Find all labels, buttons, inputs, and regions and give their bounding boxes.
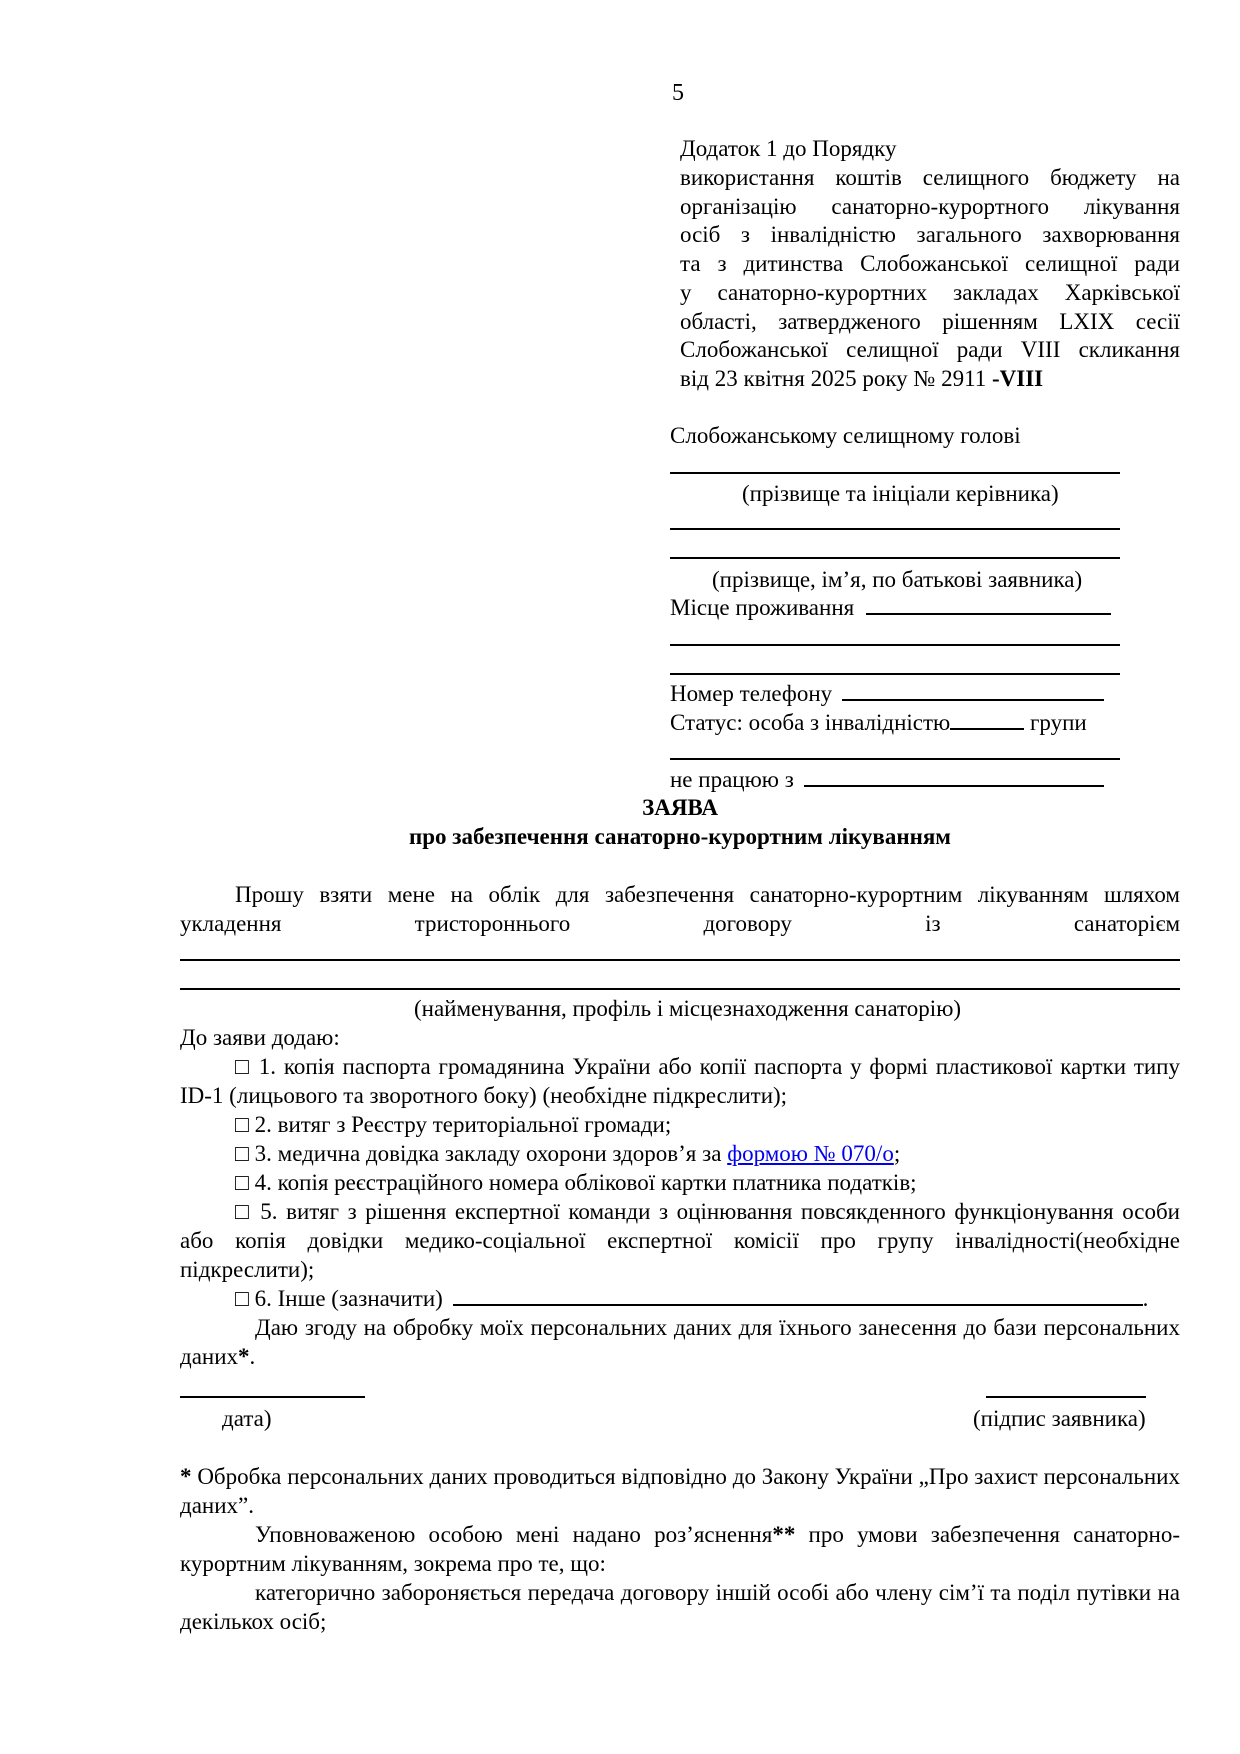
application-subtitle: про забезпечення санаторно-курортним лікуванням — [409, 824, 951, 849]
form-070-link[interactable]: формою № 070/о — [727, 1141, 894, 1166]
explanation-text: Уповноваженою особою мені надано роз’яснення — [255, 1522, 773, 1547]
signature-caption: (підпис заявника) — [973, 1406, 1146, 1431]
status-line-2[interactable] — [670, 758, 1120, 760]
head-caption: (прізвище та ініціали керівника) — [742, 481, 1059, 506]
attachment-item-6-end: . — [1142, 1286, 1149, 1311]
attachment-item-2: □ 2. витяг з Реєстру територіальної громади; — [235, 1112, 672, 1137]
residence-label: Місце проживання — [670, 595, 855, 620]
annex-line-5: у санаторно-курортних закладах Харківської — [680, 279, 1180, 305]
application-title: ЗАЯВА — [642, 795, 718, 820]
applicant-caption: (прізвище, ім’я, по батькові заявника) — [712, 567, 1083, 592]
sanatorium-caption: (найменування, профіль і місцезнаходження санаторію) — [414, 996, 962, 1021]
residence-line-3[interactable] — [670, 673, 1120, 675]
request-line-2: укладення тристороннього договору із санаторієм — [180, 911, 1180, 936]
status-suffix: групи — [1029, 710, 1087, 735]
not-working-row — [670, 766, 1104, 795]
attachment-item-1: □ 1. копія паспорта громадянина України або копії паспорта у формі пластикової картки типу ID-1 (лицьового та зворотного боку) (необхідне підкреслити); — [180, 1054, 1180, 1108]
annex-line-6: області, затвердженого рішенням LXIX сесії — [680, 308, 1180, 334]
prohibition-paragraph: категорично забороняється передача договору іншій особі або члену сім’ї та поділ путівки на декількох осіб; — [180, 1580, 1180, 1634]
annex-decision-convocation: -VIII — [992, 366, 1044, 391]
addressee-to: Слобожанському селищному голові — [670, 423, 1021, 448]
explanation-text-end: про умови забезпечення санаторно-курортним лікуванням, зокрема про те, що: — [180, 1522, 1180, 1576]
attach-intro: До заяви додаю: — [180, 1025, 340, 1050]
attachment-item-6-label: □ 6. Інше (зазначити) — [235, 1286, 443, 1311]
consent-paragraph — [180, 1314, 1180, 1372]
footnote-personal-data-text: Обробка персональних даних проводиться відповідно до Закону України „Про захист персональних даних”. — [180, 1464, 1180, 1518]
annex-line-4: та з дитинства Слобожанської селищної ради — [680, 251, 1180, 276]
consent-end: . — [249, 1343, 256, 1369]
explanation-paragraph — [180, 1521, 1180, 1579]
phone-row — [670, 680, 1130, 709]
attachment-item-3-end: ; — [893, 1141, 901, 1166]
not-working-label: не працюю з — [670, 767, 794, 792]
other-input-line[interactable] — [453, 1286, 1143, 1306]
request-line-1: Прошу взяти мене на облік для забезпечення санаторно-курортним лікуванням шляхом — [235, 882, 1180, 907]
not-working-input-line[interactable] — [804, 767, 1104, 787]
footnote-personal-data — [180, 1463, 1180, 1521]
status-group-line[interactable] — [950, 710, 1024, 730]
applicant-name-line-2[interactable] — [670, 557, 1120, 559]
attachment-item-3 — [235, 1140, 900, 1169]
annex-line-7: Слобожанської селищної ради VIII скликання — [680, 337, 1180, 363]
head-name-line[interactable] — [670, 472, 1120, 474]
sanatorium-line-2[interactable] — [180, 988, 1180, 990]
annex-line-3: осіб з інвалідністю загального захворювання — [680, 222, 1180, 248]
date-line[interactable] — [180, 1396, 365, 1398]
status-row — [670, 709, 1140, 738]
phone-label: Номер телефону — [670, 681, 833, 706]
residence-line-2[interactable] — [670, 644, 1120, 646]
status-label: Статус: особа з інвалідністю — [670, 710, 951, 735]
explanation-asterisks: ** — [772, 1522, 796, 1547]
annex-decision-text: від 23 квітня 2025 року № 2911 — [680, 366, 993, 391]
annex-decision-line — [680, 365, 1180, 394]
phone-input-line[interactable] — [842, 681, 1104, 701]
date-caption: дата) — [222, 1406, 272, 1431]
consent-asterisk: * — [238, 1343, 250, 1369]
attachment-item-3-text: □ 3. медична довідка закладу охорони здоров’я за — [235, 1141, 728, 1166]
annex-line-2: організацію санаторно-курортного лікування — [680, 193, 1180, 219]
attachment-item-4: □ 4. копія реєстраційного номера облікової картки платника податків; — [235, 1170, 917, 1195]
residence-input-line[interactable] — [866, 595, 1111, 615]
annex-line-1: використання коштів селищного бюджету на — [680, 164, 1180, 190]
consent-text: Даю згоду на обробку моїх персональних даних для їхнього занесення до бази персональних даних — [180, 1315, 1180, 1369]
applicant-name-line-1[interactable] — [670, 528, 1120, 530]
footnote-asterisk: * — [180, 1464, 192, 1489]
attachment-item-6 — [235, 1285, 1180, 1314]
attachment-item-5: □ 5. витяг з рішення експертної команди з оцінювання повсякденного функціонування особи або копія довідки медико-соціальної експертної комісії про групу інвалідності(необхідне підкреслити); — [180, 1199, 1180, 1282]
signature-line[interactable] — [986, 1396, 1146, 1398]
annex-title: Додаток 1 до Порядку — [680, 136, 897, 161]
annex-block — [680, 135, 1180, 394]
residence-row — [670, 594, 1130, 623]
sanatorium-line-1[interactable] — [180, 959, 1180, 961]
page-number: 5 — [672, 80, 684, 106]
